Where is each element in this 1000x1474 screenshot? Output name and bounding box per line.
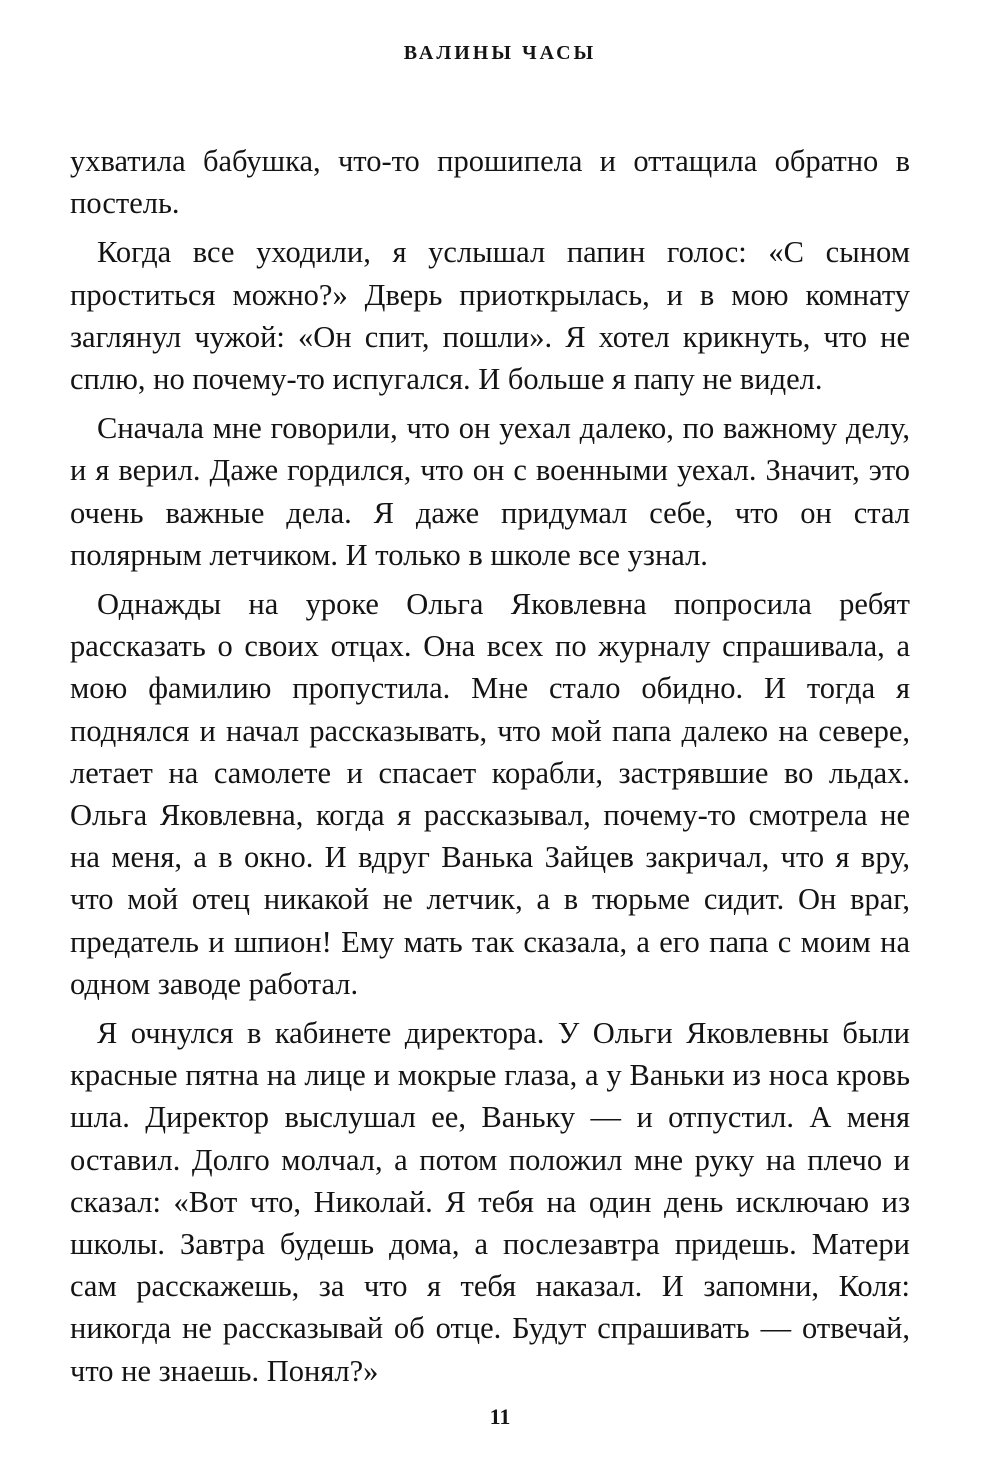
paragraph: Сначала мне говорили, что он уехал далеко, по важному делу, и я верил. Даже гордился, что он с военными уехал. Значит, это очень важные дела. Я даже придумал себе, что он стал полярным летчиком. И только в школе все узнал. [70,411,910,572]
paragraph: Когда все уходили, я услышал папин голос: «С сыном проститься можно?» Дверь приоткрылась, и в мою комнату заглянул чужой: «Он спит, пошли». Я хотел крикнуть, что не сплю, но почему-то испугался. И больше я папу не видел. [70,235,910,397]
body-text [70,140,910,1399]
paragraph: Я очнулся в кабинете директора. У Ольги Яковлевны были красные пятна на лице и мокрые глаза, а у Ваньки из носа кровь шла. Директор выслушал ее, Ваньку — и отпустил. А меня оставил. Долго молчал, а потом положил мне руку на плечо и сказал: «Вот что, Николай. Я тебя на один день исключаю из школы. Завтра будешь дома, а послезавтра придешь. Матери сам расскажешь, за что я тебя наказал. И запомни, Коля: никогда не рассказывай об отце. Будут спрашивать — отвечай, что не знаешь. Понял?» [70,1016,910,1388]
paragraph-continuation: ухватила бабушка, что-то прошипела и оттащила обратно в постель. [70,144,910,221]
paragraph: Однажды на уроке Ольга Яковлевна попросила ребят рассказать о своих отцах. Она всех по журналу спрашивала, а мою фамилию пропустила. Мне стало обидно. И тогда я поднялся и начал рассказывать, что мой папа далеко на севере, летает на самолете и спасает корабли, застрявшие во льдах. Ольга Яковлевна, когда я рассказывал, почему-то смотрела не на меня, а в окно. И вдруг Ванька Зайцев закричал, что я вру, что мой отец никакой не летчик, а в тюрьме сидит. Он враг, предатель и шпион! Ему мать так сказала, а его папа с моим на одном заводе работал. [70,587,910,1001]
page-number: 11 [489,1404,511,1429]
running-head: ВАЛИНЫ ЧАСЫ [403,42,597,64]
